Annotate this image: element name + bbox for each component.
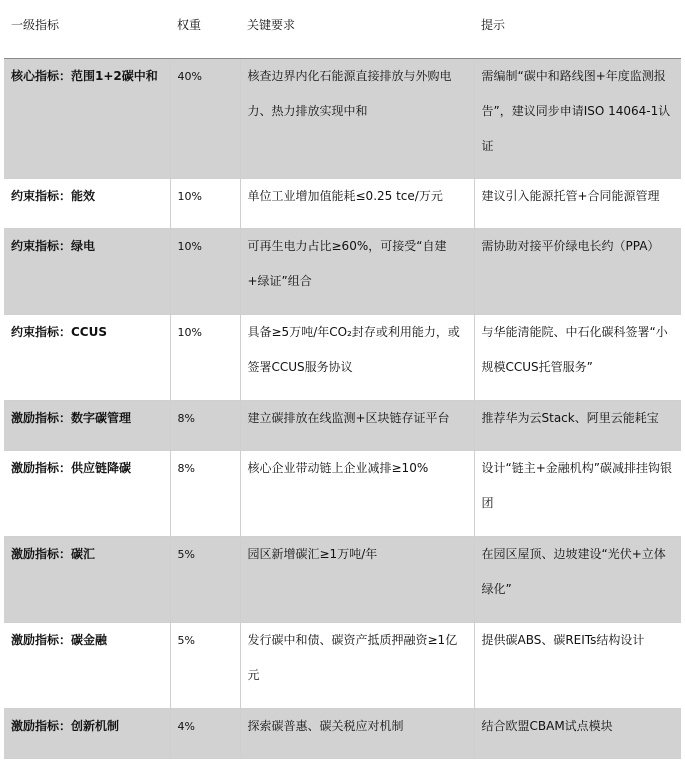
table-row [4, 179, 681, 229]
tip-cell: 在园区屋顶、边坡建设“光伏+立体绿化” [474, 537, 681, 623]
requirement-cell: 可再生电力占比≥60%，可接受“自建+绿证”组合 [240, 229, 474, 315]
requirement-cell: 核心企业带动链上企业减排≥10% [240, 451, 474, 537]
requirement-cell: 探索碳普惠、碳关税应对机制 [240, 709, 474, 759]
tip-cell: 提供碳ABS、碳REITs结构设计 [474, 623, 681, 709]
tip-cell: 与华能清能院、中石化碳科签署“小规模CCUS托管服务” [474, 315, 681, 401]
table-row [4, 229, 681, 315]
indicator-cell: 约束指标：CCUS [11, 325, 108, 339]
indicator-cell: 激励指标：碳汇 [4, 537, 170, 623]
requirement-cell: 核查边界内化石能源直接排放与外购电力、热力排放实现中和 [240, 59, 474, 179]
weight-cell: 5% [170, 623, 240, 709]
indicator-cell: 约束指标：能效 [11, 189, 96, 203]
requirement-cell: 具备≥5万吨/年CO₂封存或利用能力，或签署CCUS服务协议 [240, 315, 474, 401]
indicator-cell: 激励指标：碳金融 [11, 633, 108, 647]
indicator-cell: 激励指标：创新机制 [4, 709, 170, 759]
indicator-cell: 激励指标：数字碳管理 [4, 401, 170, 451]
weight-cell: 5% [170, 537, 240, 623]
tip-cell: 需协助对接平价绿电长约（PPA） [474, 229, 681, 315]
requirement-cell: 单位工业增加值能耗≤0.25 tce/万元 [240, 179, 474, 229]
header-requirement: 关键要求 [240, 8, 474, 59]
requirement-cell: 发行碳中和债、碳资产抵质押融资≥1亿元 [240, 623, 474, 709]
tip-cell: 需编制“碳中和路线图+年度监测报告”，建议同步申请ISO 14064-1认证 [474, 59, 681, 179]
weight-cell: 10% [170, 229, 240, 315]
header-weight: 权重 [170, 8, 240, 59]
weight-cell: 8% [170, 451, 240, 537]
weight-cell: 10% [170, 315, 240, 401]
table-row [4, 315, 681, 401]
table-row [4, 451, 681, 537]
indicator-cell: 激励指标：供应链降碳 [11, 461, 132, 475]
table-row [4, 401, 681, 451]
tip-cell: 推荐华为云Stack、阿里云能耗宝 [474, 401, 681, 451]
header-indicator: 一级指标 [4, 8, 170, 59]
weight-cell: 10% [170, 179, 240, 229]
requirement-cell: 园区新增碳汇≥1万吨/年 [240, 537, 474, 623]
indicator-table [4, 8, 681, 759]
table-row [4, 59, 681, 179]
table-header-row [4, 8, 681, 59]
weight-cell: 8% [170, 401, 240, 451]
tip-cell: 结合欧盟CBAM试点模块 [474, 709, 681, 759]
table-row [4, 709, 681, 759]
weight-cell: 4% [170, 709, 240, 759]
requirement-cell: 建立碳排放在线监测+区块链存证平台 [240, 401, 474, 451]
tip-cell: 设计“链主+金融机构”碳减排挂钩银团 [474, 451, 681, 537]
tip-cell: 建议引入能源托管+合同能源管理 [474, 179, 681, 229]
header-tip: 提示 [474, 8, 681, 59]
indicator-cell: 约束指标：绿电 [4, 229, 170, 315]
weight-cell: 40% [170, 59, 240, 179]
indicator-cell: 核心指标：范围1+2碳中和 [4, 59, 170, 179]
table-row [4, 623, 681, 709]
table-row [4, 537, 681, 623]
